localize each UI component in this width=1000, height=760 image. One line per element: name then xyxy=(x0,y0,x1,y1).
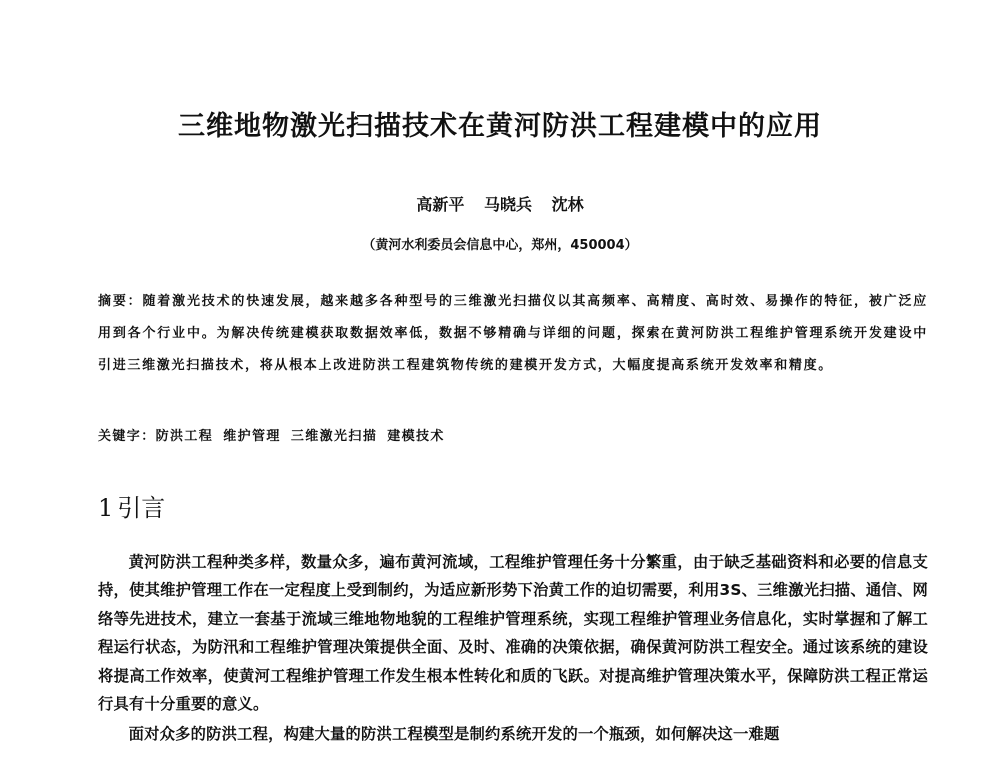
affiliation: （黄河水利委员会信息中心，郑州，450004） xyxy=(362,238,638,253)
body-paragraph: 黄河防洪工程种类多样，数量众多，遍布黄河流域，工程维护管理任务十分繁重，由于缺乏基础资料和必要的信息支持，使其维护管理工作在一定程度上受到制约，为适应新形势下治黄工作的迫切需要，利用3S、三维激光扫描、通信、网络等先进技术，建立一套基于流域三维地物地貌的工程维护管理系统，实现工程维护管理业务信息化，实时掌握和了解工程运行状态，为防汛和工程维护管理决策提供全面、及时、准确的决策依据，确保黄河防洪工程安全。通过该系统的建设将提高工作效率，使黄河工程维护管理工作发生根本性转化和质的飞跃。对提高维护管理决策水平，保障防洪工程正常运行具有十分重要的意义。 xyxy=(98,553,928,714)
section-number: 1 xyxy=(98,494,114,522)
abstract-text: 随着激光技术的快速发展，越来越多各种型号的三维激光扫描仪以其高频率、高精度、高时效、易操作的特征，被广泛应用到各个行业中。为解决传统建模获取数据效率低，数据不够精确与详细的问题，探索在黄河防洪工程维护管理系统开发建设中引进三维激光扫描技术，将从根本上改进防洪工程建筑物传统的建模开发方式，大幅度提高系统开发效率和精度。 xyxy=(98,294,928,373)
section-title: 引言 xyxy=(117,494,166,522)
keyword-item: 防洪工程 xyxy=(155,429,214,444)
keywords xyxy=(98,425,928,444)
body-text xyxy=(98,548,928,749)
paper-title: 三维地物激光扫描技术在黄河防洪工程建模中的应用 xyxy=(178,111,822,142)
keyword-item: 三维激光扫描 xyxy=(290,429,378,444)
keywords-label: 关键字： xyxy=(98,429,156,444)
section-heading xyxy=(98,488,165,523)
author-list: 高新平 马晓兵 沈林 xyxy=(416,195,584,214)
body-paragraph: 面对众多的防洪工程，构建大量的防洪工程模型是制约系统开发的一个瓶颈，如何解决这一难题 xyxy=(128,725,780,744)
abstract xyxy=(98,286,928,382)
keyword-item: 维护管理 xyxy=(223,429,281,444)
keyword-item: 建模技术 xyxy=(387,429,445,444)
abstract-label: 摘要： xyxy=(98,294,143,309)
